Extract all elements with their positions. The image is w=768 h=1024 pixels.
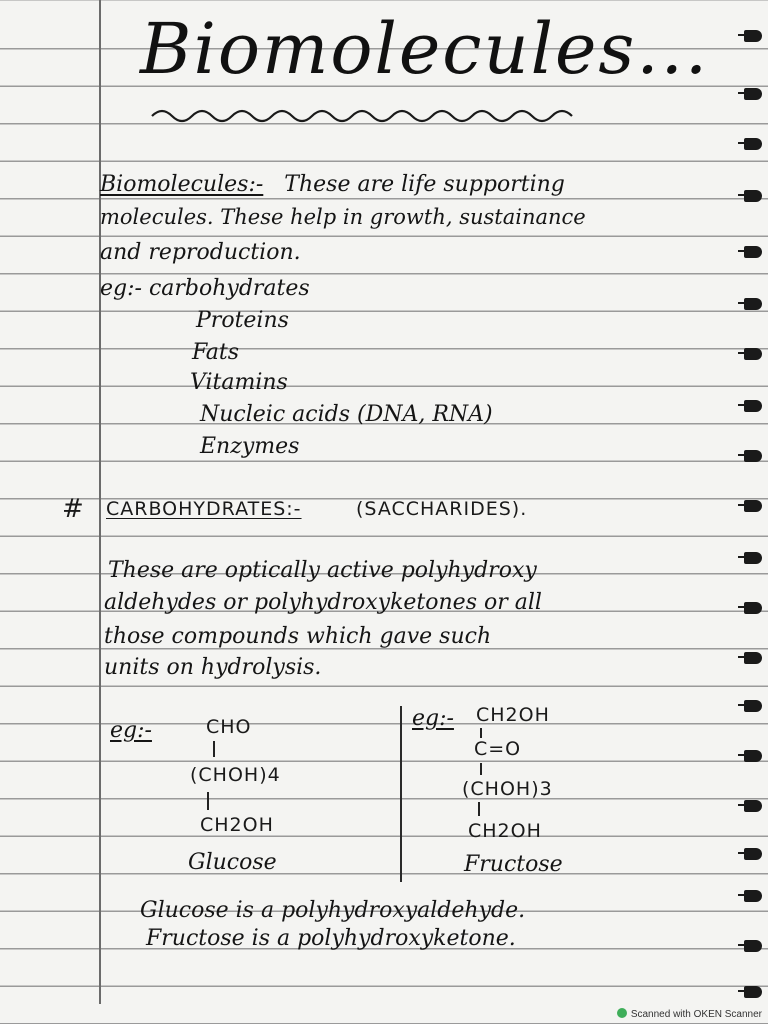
structure-divider — [400, 706, 402, 882]
spiral-ring — [740, 652, 762, 666]
margin-line — [99, 0, 101, 1004]
spiral-ring — [740, 552, 762, 566]
glucose-name: Glucose — [188, 850, 277, 875]
spiral-ring — [740, 700, 762, 714]
fructose-name: Fructose — [464, 852, 563, 877]
definition-line-1 — [100, 172, 565, 197]
paragraph-line: These are optically active polyhydroxy — [108, 558, 537, 583]
bond-line — [480, 763, 482, 775]
fructose-row: C=O — [474, 738, 522, 760]
bond-line — [207, 792, 209, 810]
spiral-ring — [740, 848, 762, 862]
example-item: Vitamins — [190, 370, 288, 395]
spiral-ring — [740, 348, 762, 362]
scanner-text: Scanned with OKEN Scanner — [630, 1009, 762, 1020]
fructose-row: CH2OH — [476, 704, 550, 726]
bond-line — [478, 802, 480, 816]
spiral-ring — [740, 890, 762, 904]
glucose-row: (CHOH)4 — [190, 764, 281, 786]
spiral-ring — [740, 246, 762, 260]
spiral-ring — [740, 602, 762, 616]
definition-term: Biomolecules:- — [100, 172, 264, 197]
spiral-ring — [740, 940, 762, 954]
fructose-row: (CHOH)3 — [462, 778, 553, 800]
fructose-row: CH2OH — [468, 820, 542, 842]
definition-line-3: and reproduction. — [100, 240, 301, 265]
section-subheading: (SACCHARIDES). — [356, 498, 528, 520]
examples-lead: eg:- carbohydrates — [100, 276, 310, 301]
spiral-ring — [740, 30, 762, 44]
spiral-ring — [740, 190, 762, 204]
definition-line-2: molecules. These help in growth, sustainance — [100, 205, 586, 229]
spiral-ring — [740, 400, 762, 414]
section-heading: CARBOHYDRATES:- — [106, 498, 302, 520]
paragraph-line: those compounds which gave such — [104, 624, 492, 649]
bond-line — [480, 728, 482, 738]
spiral-ring — [740, 298, 762, 312]
definition-text: These are life supporting — [284, 172, 565, 197]
glucose-row: CH2OH — [200, 814, 274, 836]
fructose-eg-label: eg:- — [412, 706, 454, 731]
scanner-watermark — [617, 1008, 762, 1020]
example-item: Proteins — [196, 308, 289, 333]
section-hash: # — [62, 494, 85, 524]
example-item: Fats — [192, 340, 240, 365]
scanner-logo-icon — [617, 1008, 627, 1018]
spiral-ring — [740, 88, 762, 102]
bond-line — [213, 741, 215, 757]
example-item: Enzymes — [200, 434, 300, 459]
spiral-ring — [740, 450, 762, 464]
spiral-ring — [740, 986, 762, 1000]
page-title: Biomolecules... — [140, 8, 710, 90]
conclusion-line: Fructose is a polyhydroxyketone. — [146, 926, 516, 951]
spiral-ring — [740, 750, 762, 764]
glucose-eg-label: eg:- — [110, 718, 152, 743]
paragraph-line: units on hydrolysis. — [104, 655, 322, 680]
paragraph-line: aldehydes or polyhydroxyketones or all — [104, 590, 542, 615]
glucose-row: CHO — [206, 716, 252, 738]
title-underline — [150, 104, 580, 124]
conclusion-line: Glucose is a polyhydroxyaldehyde. — [140, 898, 526, 923]
spiral-ring — [740, 500, 762, 514]
spiral-ring — [740, 800, 762, 814]
spiral-ring — [740, 138, 762, 152]
example-item: Nucleic acids (DNA, RNA) — [200, 402, 493, 427]
